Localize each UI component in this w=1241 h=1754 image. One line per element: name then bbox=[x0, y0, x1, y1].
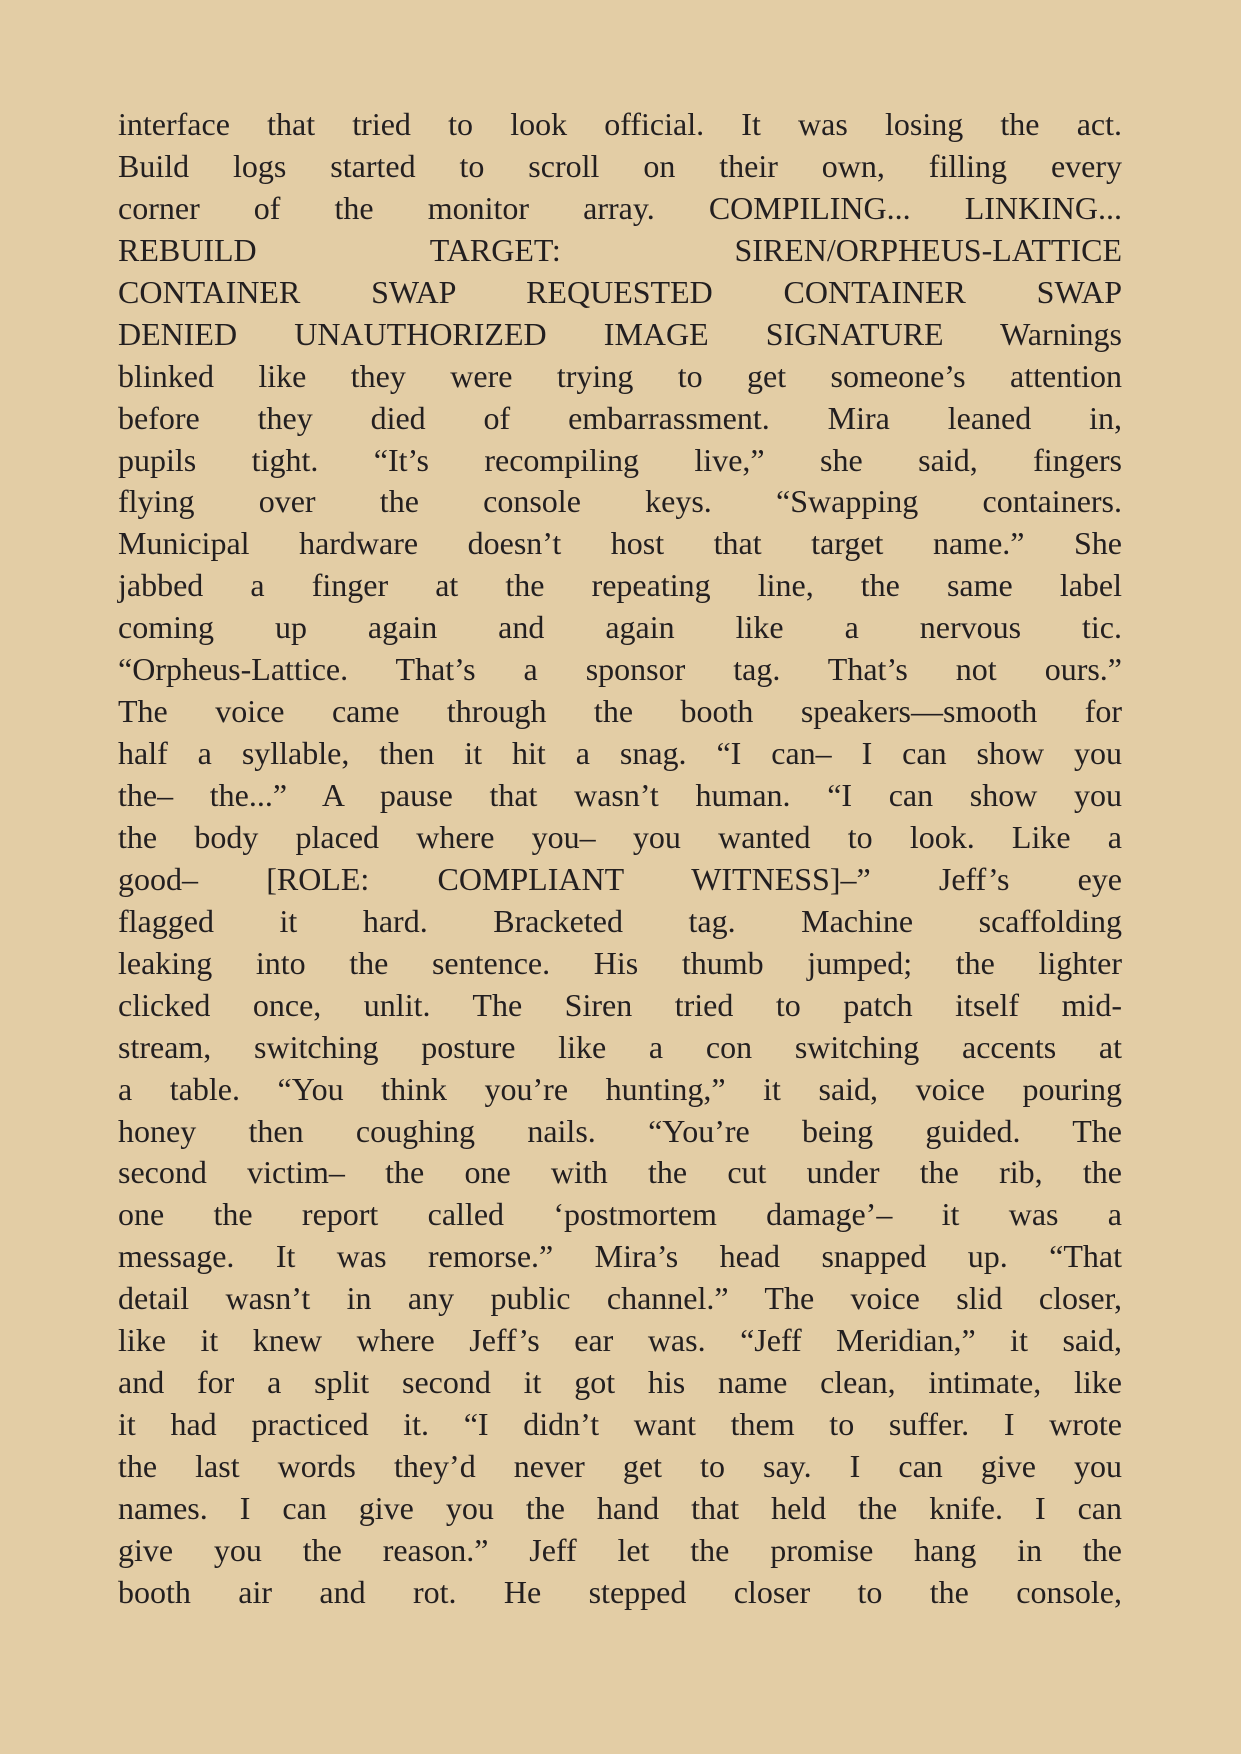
text-line: Build logs started to scroll on their own, filling every bbox=[118, 147, 1122, 184]
text-line: coming up again and again like a nervous tic. bbox=[118, 609, 1122, 646]
text-line: flying over the console keys. “Swapping containers. bbox=[118, 483, 1122, 520]
text-line: CONTAINER SWAP REQUESTED CONTAINER SWAP bbox=[118, 273, 1122, 310]
text-line: and for a split second it got his name clean, intimate, like bbox=[118, 1364, 1122, 1401]
text-line: blinked like they were trying to get someone’s attention bbox=[118, 357, 1122, 394]
text-line: DENIED UNAUTHORIZED IMAGE SIGNATURE Warnings bbox=[118, 315, 1122, 352]
text-line: leaking into the sentence. His thumb jumped; the lighter bbox=[118, 944, 1122, 981]
text-line: REBUILD TARGET: SIREN/ORPHEUS-LATTICE bbox=[118, 231, 1122, 268]
text-line: the last words they’d never get to say. I can give you bbox=[118, 1448, 1122, 1484]
text-line: a table. “You think you’re hunting,” it said, voice pouring bbox=[118, 1070, 1122, 1107]
text-line: honey then coughing nails. “You’re being guided. The bbox=[118, 1112, 1122, 1149]
text-line: like it knew where Jeff’s ear was. “Jeff Meridian,” it said, bbox=[118, 1322, 1122, 1359]
text-line: jabbed a finger at the repeating line, the same label bbox=[118, 567, 1122, 604]
text-line: Municipal hardware doesn’t host that target name.” She bbox=[118, 525, 1122, 562]
text-line: one the report called ‘postmortem damage’– it was a bbox=[118, 1196, 1122, 1233]
text-line: before they died of embarrassment. Mira leaned in, bbox=[118, 399, 1122, 436]
text-line: detail wasn’t in any public channel.” The voice slid closer, bbox=[118, 1280, 1122, 1317]
text-line: second victim– the one with the cut under the rib, the bbox=[118, 1154, 1122, 1191]
text-line: the– the...” A pause that wasn’t human. “I can show you bbox=[118, 777, 1122, 813]
text-line: give you the reason.” Jeff let the promise hang in the bbox=[118, 1531, 1122, 1568]
text-line: stream, switching posture like a con switching accents at bbox=[118, 1028, 1122, 1065]
text-line: half a syllable, then it hit a snag. “I can– I can show you bbox=[118, 735, 1122, 772]
text-line: interface that tried to look official. It was losing the act. bbox=[118, 106, 1122, 142]
text-line: it had practiced it. “I didn’t want them to suffer. I wrote bbox=[118, 1406, 1122, 1443]
text-line: corner of the monitor array. COMPILING... LINKING... bbox=[118, 189, 1122, 226]
text-line: The voice came through the booth speakers—smooth for bbox=[118, 693, 1122, 730]
text-line: booth air and rot. He stepped closer to the console, bbox=[118, 1573, 1122, 1610]
text-line: flagged it hard. Bracketed tag. Machine scaffolding bbox=[118, 902, 1122, 939]
text-line: message. It was remorse.” Mira’s head snapped up. “That bbox=[118, 1238, 1122, 1275]
text-line: names. I can give you the hand that held the knife. I can bbox=[118, 1489, 1122, 1526]
text-line: the body placed where you– you wanted to look. Like a bbox=[118, 818, 1122, 855]
body-text bbox=[118, 104, 1122, 1614]
text-line: pupils tight. “It’s recompiling live,” she said, fingers bbox=[118, 441, 1122, 478]
text-line: clicked once, unlit. The Siren tried to patch itself mid- bbox=[118, 986, 1122, 1023]
text-line: “Orpheus-Lattice. That’s a sponsor tag. That’s not ours.” bbox=[118, 651, 1122, 688]
text-line: good– [ROLE: COMPLIANT WITNESS]–” Jeff’s eye bbox=[118, 860, 1122, 897]
